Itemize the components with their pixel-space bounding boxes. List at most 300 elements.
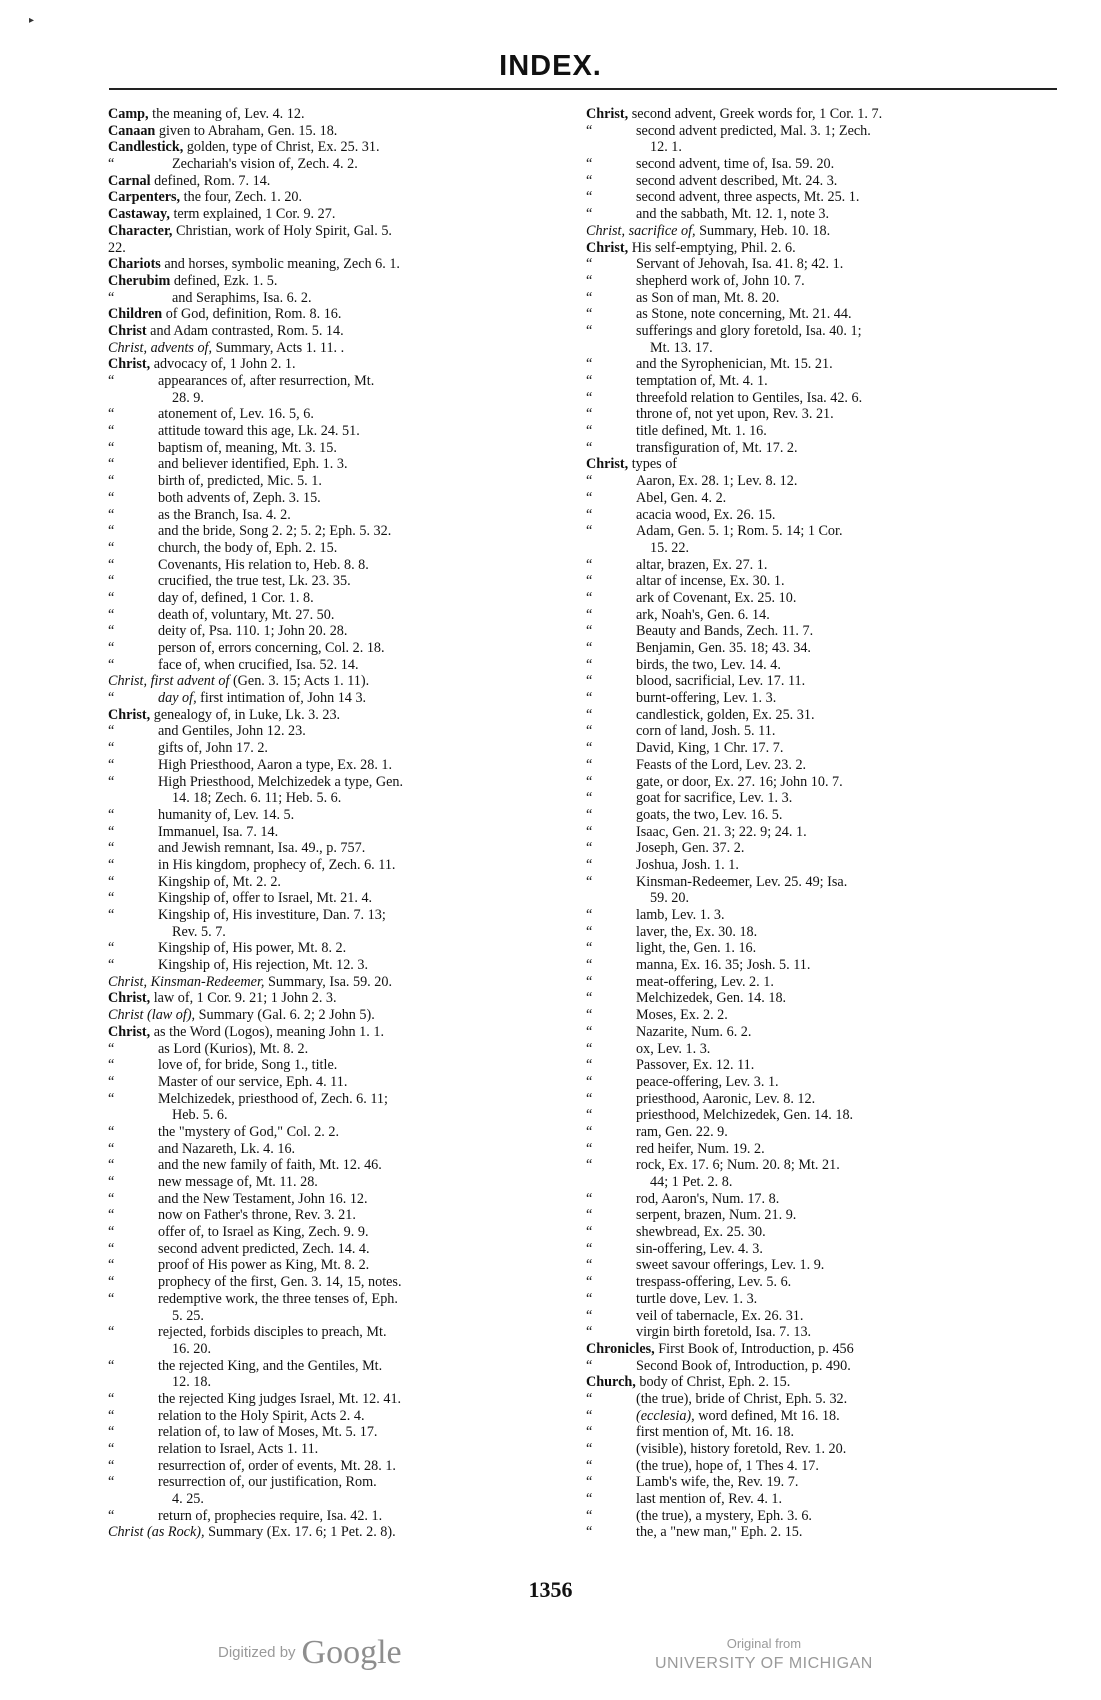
entry-reference: Mt. 13. 17. [650, 339, 713, 356]
entry-text [606, 390, 862, 407]
entry-text [128, 523, 391, 540]
ditto-mark: “ [586, 506, 593, 523]
digitized-by-label: Digitized by [218, 1644, 296, 1661]
entry-text [108, 790, 341, 807]
ditto-mark: “ [108, 406, 115, 423]
entry-text [606, 673, 805, 690]
index-entry [586, 173, 1066, 190]
ditto-mark: “ [108, 690, 115, 707]
ditto-mark: “ [108, 623, 115, 640]
entry-reference: new message of, Mt. 11. 28. [158, 1174, 318, 1190]
index-entry [586, 924, 1066, 941]
entry-text [128, 1408, 365, 1425]
entry-text [128, 490, 321, 507]
ditto-mark: “ [586, 756, 593, 773]
digitized-by-footer [218, 1634, 402, 1672]
entry-reference: resurrection of, our justification, Rom. [158, 1474, 377, 1491]
ditto-mark: “ [108, 1324, 115, 1341]
entry-reference: Kingship of, His rejection, Mt. 12. 3. [158, 957, 369, 974]
entry-reference: 14. 18; Zech. 6. 11; Heb. 5. 6. [172, 790, 342, 807]
index-entry [108, 857, 558, 874]
entry-reference: the, a "new man," Eph. 2. 15. [636, 1524, 803, 1541]
headword: Christ, [108, 1023, 151, 1040]
index-entry [108, 1007, 558, 1024]
entry-reference: 12. 18. [172, 1374, 212, 1391]
entry-reference: (visible), history foretold, Rev. 1. 20. [636, 1441, 847, 1457]
entry-reference: Summary (Gal. 6. 2; 2 John 5). [195, 1007, 375, 1024]
entry-text [606, 723, 775, 740]
index-entry [108, 924, 558, 941]
entry-reference: altar of incense, Ex. 30. 1. [636, 573, 785, 590]
entry-text [128, 807, 294, 824]
index-entry [108, 1157, 558, 1174]
entry-reference: Summary, Acts 1. 11. . [212, 339, 345, 356]
entry-text [128, 1441, 318, 1458]
entry-reference: defined, Rom. 7. 14. [150, 172, 271, 189]
index-entry [586, 473, 1066, 490]
entry-reference: term explained, 1 Cor. 9. 27. [169, 206, 336, 223]
index-entry [586, 390, 1066, 407]
index-entry [586, 373, 1066, 390]
entry-reference: peace-offering, Lev. 3. 1. [636, 1073, 779, 1090]
entry-text [128, 1424, 377, 1441]
entry-reference: types of [628, 456, 678, 473]
ditto-mark: “ [108, 840, 115, 857]
entry-reference: (Gen. 3. 15; Acts 1. 11). [229, 673, 370, 690]
ditto-mark: “ [586, 923, 593, 940]
entry-reference: and the New Testament, John 16. 12. [158, 1190, 368, 1207]
ditto-mark: “ [586, 406, 593, 423]
entry-text [128, 1508, 382, 1525]
entry-reference: manna, Ex. 16. 35; Josh. 5. 11. [636, 957, 811, 974]
entry-reference: return of, prophecies require, Isa. 42. 1. [158, 1507, 383, 1524]
entry-reference: Aaron, Ex. 28. 1; Lev. 8. 12. [636, 473, 798, 490]
entry-reference: and Adam contrasted, Rom. 5. 14. [146, 322, 344, 339]
entry-reference: word defined, Mt 16. 18. [694, 1407, 840, 1424]
entry-text [606, 874, 847, 891]
entry-reference: last mention of, Rev. 4. 1. [636, 1491, 783, 1508]
entry-reference: sweet savour offerings, Lev. 1. 9. [636, 1257, 825, 1274]
entry-text [606, 1524, 802, 1541]
entry-reference: veil of tabernacle, Ex. 26. 31. [636, 1307, 804, 1324]
ditto-mark: “ [586, 1474, 593, 1491]
index-entry [108, 1458, 558, 1475]
entry-text [606, 623, 813, 640]
entry-reference: Summary, Isa. 59. 20. [264, 973, 392, 990]
headword: Cherubim [108, 272, 171, 289]
entry-reference: Covenants, His relation to, Heb. 8. 8. [158, 556, 369, 573]
entry-text [606, 1157, 840, 1174]
index-entry [586, 1157, 1066, 1174]
index-entry [586, 406, 1066, 423]
entry-text [606, 707, 815, 724]
ditto-mark: “ [108, 456, 115, 473]
entry-reference: 16. 20. [172, 1340, 212, 1357]
index-entry [108, 690, 558, 707]
index-entry [586, 1124, 1066, 1141]
entry-reference: light, the, Gen. 1. 16. [636, 940, 757, 957]
index-entry [108, 590, 558, 607]
entry-reference: Nazarite, Num. 6. 2. [636, 1023, 752, 1040]
entry-reference: rejected, forbids disciples to preach, Mt. [158, 1324, 387, 1341]
ditto-mark: “ [586, 1307, 593, 1324]
ditto-mark: “ [586, 389, 593, 406]
entry-text [108, 1024, 384, 1041]
entry-reference: High Priesthood, Aaron a type, Ex. 28. 1. [158, 756, 393, 773]
ditto-mark: “ [108, 1441, 115, 1457]
index-entry [108, 440, 558, 457]
index-entry [108, 790, 558, 807]
ditto-mark: “ [586, 823, 593, 840]
ditto-mark: “ [586, 606, 593, 623]
entry-text [128, 1091, 388, 1108]
entry-reference: as Son of man, Mt. 8. 20. [636, 289, 780, 306]
ditto-mark: “ [108, 1157, 115, 1174]
index-entry [108, 1041, 558, 1058]
entry-reference: ox, Lev. 1. 3. [636, 1040, 711, 1057]
entry-reference: birth of, predicted, Mic. 5. 1. [158, 473, 322, 490]
index-entry [108, 874, 558, 891]
entry-reference: now on Father's throne, Rev. 3. 21. [158, 1207, 356, 1224]
index-entry [108, 774, 558, 791]
entry-reference: offer of, to Israel as King, Zech. 9. 9. [158, 1224, 369, 1241]
entry-reference: 22. [108, 239, 126, 256]
entry-text [606, 1458, 819, 1475]
entry-reference: goat for sacrifice, Lev. 1. 3. [636, 790, 793, 807]
entry-reference: Kingship of, His power, Mt. 8. 2. [158, 940, 347, 957]
ditto-mark: “ [586, 640, 593, 656]
index-entry [108, 390, 558, 407]
index-entry [586, 273, 1066, 290]
entry-reference: Summary, Heb. 10. 18. [695, 222, 831, 239]
index-entry [108, 1341, 558, 1358]
ditto-mark: “ [586, 373, 593, 389]
index-entry [586, 1274, 1066, 1291]
index-entry [108, 290, 558, 307]
entry-reference: priesthood, Aaronic, Lev. 8. 12. [636, 1090, 816, 1107]
entry-text [128, 1057, 337, 1074]
ditto-mark: “ [108, 907, 115, 923]
entry-text [108, 1308, 204, 1325]
index-entry [586, 990, 1066, 1007]
ditto-mark: “ [108, 1090, 115, 1107]
entry-text [606, 1308, 803, 1325]
entry-reference: lamb, Lev. 1. 3. [636, 907, 725, 923]
entry-reference: sin-offering, Lev. 4. 3. [636, 1240, 763, 1257]
index-entry [586, 1257, 1066, 1274]
ditto-mark: “ [108, 1474, 115, 1491]
entry-text [128, 373, 374, 390]
ditto-mark: “ [586, 856, 593, 873]
ditto-mark: “ [108, 1407, 115, 1424]
headword: Carpenters, [108, 189, 181, 206]
entry-text [606, 690, 776, 707]
ditto-mark: “ [586, 523, 593, 540]
entry-reference: redemptive work, the three tenses of, Eph. [158, 1290, 398, 1307]
entry-text [606, 206, 829, 223]
entry-reference: virgin birth foretold, Isa. 7. 13. [636, 1324, 812, 1341]
entry-reference: the "mystery of God," Col. 2. 2. [158, 1123, 340, 1140]
entry-text [606, 1424, 794, 1441]
headword: Christ, [108, 356, 151, 373]
entry-text [128, 657, 359, 674]
entry-reference: Kingship of, offer to Israel, Mt. 21. 4. [158, 890, 373, 907]
index-entry [108, 607, 558, 624]
entry-text [606, 323, 862, 340]
entry-reference: love of, for bride, Song 1., title. [158, 1057, 338, 1074]
entry-reference: 44; 1 Pet. 2. 8. [650, 1174, 733, 1190]
entry-reference: 5. 25. [172, 1307, 204, 1324]
entry-text [606, 1024, 751, 1041]
entry-text [606, 423, 767, 440]
entry-reference: Adam, Gen. 5. 1; Rom. 5. 14; 1 Cor. [636, 523, 843, 540]
index-entry [108, 573, 558, 590]
entry-text [128, 1174, 318, 1191]
entry-reference: goats, the two, Lev. 16. 5. [636, 806, 783, 823]
entry-reference: candlestick, golden, Ex. 25. 31. [636, 706, 815, 723]
index-entry [586, 123, 1066, 140]
index-entry [108, 990, 558, 1007]
headword: Christ, [586, 106, 629, 122]
entry-reference: deity of, Psa. 110. 1; John 20. 28. [158, 623, 348, 640]
ditto-mark: “ [586, 206, 593, 223]
index-entry [586, 1057, 1066, 1074]
index-entry [108, 723, 558, 740]
headword: Candlestick, [108, 139, 184, 156]
entry-text [606, 1324, 811, 1341]
entry-text [128, 607, 334, 624]
entry-reference: and the sabbath, Mt. 12. 1, note 3. [636, 206, 830, 223]
ditto-mark: “ [586, 1524, 593, 1541]
entry-text [586, 1374, 790, 1391]
ditto-mark: “ [586, 1107, 593, 1124]
index-entry [586, 1041, 1066, 1058]
entry-reference: as the Branch, Isa. 4. 2. [158, 506, 291, 523]
entry-reference: first mention of, Mt. 16. 18. [636, 1424, 795, 1441]
entry-text [128, 824, 278, 841]
entry-reference: second advent described, Mt. 24. 3. [636, 172, 838, 189]
index-entry [586, 1191, 1066, 1208]
ditto-mark: “ [586, 1240, 593, 1257]
entry-text [128, 1257, 369, 1274]
index-entry [586, 1358, 1066, 1375]
entry-reference: 59. 20. [650, 890, 690, 907]
entry-reference: as the Word (Logos), meaning John 1. 1. [150, 1023, 385, 1040]
index-entry [586, 356, 1066, 373]
index-entry [108, 1274, 558, 1291]
ditto-mark: “ [586, 940, 593, 957]
index-entry [586, 1458, 1066, 1475]
ditto-mark: “ [586, 1090, 593, 1107]
index-entry [586, 323, 1066, 340]
entry-reference: shewbread, Ex. 25. 30. [636, 1224, 766, 1241]
ditto-mark: “ [108, 1224, 115, 1241]
entry-text [108, 240, 126, 257]
ditto-mark: “ [108, 656, 115, 673]
entry-text [108, 974, 392, 991]
entry-reference: title defined, Mt. 1. 16. [636, 423, 767, 440]
original-from-label: Original from [726, 1636, 802, 1651]
entry-text [606, 957, 810, 974]
index-entry [108, 740, 558, 757]
ditto-mark: “ [586, 673, 593, 690]
index-entry [108, 1257, 558, 1274]
entry-reference: First Book of, Introduction, p. 456 [654, 1340, 854, 1357]
ditto-mark: “ [108, 873, 115, 890]
ditto-mark: “ [108, 573, 115, 590]
index-entry [108, 306, 558, 323]
ditto-mark: “ [586, 1190, 593, 1207]
entry-reference: Christian, work of Holy Spirit, Gal. 5. [172, 222, 392, 239]
ditto-mark: “ [108, 589, 115, 606]
ditto-mark: “ [586, 1424, 593, 1441]
entry-reference: body of Christ, Eph. 2. 15. [635, 1374, 791, 1391]
entry-reference: as Stone, note concerning, Mt. 21. 44. [636, 306, 852, 323]
entry-reference: threefold relation to Gentiles, Isa. 42. 6. [636, 389, 863, 406]
ditto-mark: “ [586, 1290, 593, 1307]
headword: Christ, [108, 990, 151, 1007]
entry-text [128, 1124, 339, 1141]
entry-text [108, 323, 344, 340]
entry-text [586, 106, 882, 123]
entry-text [128, 874, 281, 891]
entry-text [606, 607, 770, 624]
index-entry [108, 373, 558, 390]
ditto-mark: “ [108, 740, 115, 757]
entry-text [128, 1391, 401, 1408]
index-entry [108, 1291, 558, 1308]
entry-text [606, 790, 792, 807]
entry-text [606, 523, 843, 540]
ditto-mark: “ [108, 890, 115, 907]
entry-text [606, 1124, 728, 1141]
entry-reference: Benjamin, Gen. 35. 18; 43. 34. [636, 640, 811, 656]
index-entry [108, 189, 558, 206]
index-entry [586, 807, 1066, 824]
index-entry [586, 723, 1066, 740]
entry-text [128, 1074, 347, 1091]
ditto-mark: “ [108, 823, 115, 840]
index-entry [108, 974, 558, 991]
ditto-mark: “ [108, 423, 115, 440]
index-entry [108, 1524, 558, 1541]
entry-text [606, 1041, 710, 1058]
index-entry [108, 1091, 558, 1108]
index-entry [586, 206, 1066, 223]
entry-text [128, 423, 360, 440]
entry-text [128, 456, 348, 473]
index-entry [108, 1424, 558, 1441]
entry-reference: trespass-offering, Lev. 5. 6. [636, 1274, 792, 1291]
entry-text [606, 356, 833, 373]
entry-reference: gifts of, John 17. 2. [158, 740, 268, 757]
entry-reference: Kinsman-Redeemer, Lev. 25. 49; Isa. [636, 873, 848, 890]
entry-reference: and horses, symbolic meaning, Zech 6. 1. [160, 256, 400, 273]
index-entry [108, 1207, 558, 1224]
entry-reference: and believer identified, Eph. 1. 3. [158, 456, 348, 473]
index-entry [108, 640, 558, 657]
entry-reference: and Gentiles, John 12. 23. [158, 723, 306, 740]
ditto-mark: “ [586, 840, 593, 857]
entry-text [606, 807, 782, 824]
ditto-mark: “ [586, 423, 593, 440]
entry-text [606, 1141, 765, 1158]
entry-text [606, 640, 811, 657]
entry-reference: ark of Covenant, Ex. 25. 10. [636, 589, 797, 606]
ditto-mark: “ [108, 1290, 115, 1307]
index-entry [586, 690, 1066, 707]
entry-text [606, 1091, 815, 1108]
entry-text [586, 456, 677, 473]
entry-reference: death of, voluntary, Mt. 27. 50. [158, 606, 335, 623]
ditto-mark: “ [108, 1057, 115, 1074]
entry-text [108, 273, 277, 290]
index-entry [108, 1374, 558, 1391]
entry-text [606, 740, 783, 757]
index-entry [108, 957, 558, 974]
index-entry [586, 1091, 1066, 1108]
google-logo: Google [301, 1634, 402, 1671]
index-entry [108, 106, 558, 123]
entry-text [586, 340, 713, 357]
index-entry [586, 673, 1066, 690]
index-entry [108, 1107, 558, 1124]
ditto-mark: “ [586, 156, 593, 173]
index-entry [586, 256, 1066, 273]
entry-text [128, 473, 322, 490]
index-entry [586, 507, 1066, 524]
ditto-mark: “ [108, 856, 115, 873]
entry-text [606, 974, 774, 991]
ditto-mark: “ [586, 1023, 593, 1040]
entry-text [586, 223, 830, 240]
entry-text [606, 373, 768, 390]
index-entry [108, 1358, 558, 1375]
ditto-mark: “ [586, 289, 593, 306]
index-entry [108, 1024, 558, 1041]
ditto-mark: “ [108, 1073, 115, 1090]
entry-text [606, 1508, 812, 1525]
entry-reference: crucified, the true test, Lk. 23. 35. [158, 573, 351, 590]
entry-text [606, 1207, 796, 1224]
entry-text [606, 1408, 840, 1425]
entry-text [606, 490, 726, 507]
entry-reference: ark, Noah's, Gen. 6. 14. [636, 606, 770, 623]
index-entry [586, 1174, 1066, 1191]
index-entry [586, 1391, 1066, 1408]
entry-text [128, 640, 385, 657]
entry-text [606, 440, 798, 457]
entry-reference: Kingship of, His investiture, Dan. 7. 13; [158, 907, 386, 923]
entry-text [606, 406, 834, 423]
entry-reference: Feasts of the Lord, Lev. 23. 2. [636, 756, 807, 773]
entry-text [606, 924, 757, 941]
entry-reference: blood, sacrificial, Lev. 17. 11. [636, 673, 806, 690]
entry-text [128, 774, 403, 791]
entry-text [606, 573, 785, 590]
index-entry [586, 824, 1066, 841]
ditto-mark: “ [586, 773, 593, 790]
entry-reference: Passover, Ex. 12. 11. [636, 1057, 755, 1074]
entry-reference: and Nazareth, Lk. 4. 16. [158, 1140, 296, 1157]
entry-text [606, 1491, 782, 1508]
index-entry [108, 490, 558, 507]
index-column-right [586, 106, 1066, 1541]
entry-text [586, 1341, 854, 1358]
index-entry [586, 623, 1066, 640]
entry-reference: relation to the Holy Spirit, Acts 2. 4. [158, 1407, 365, 1424]
entry-text [606, 1358, 851, 1375]
